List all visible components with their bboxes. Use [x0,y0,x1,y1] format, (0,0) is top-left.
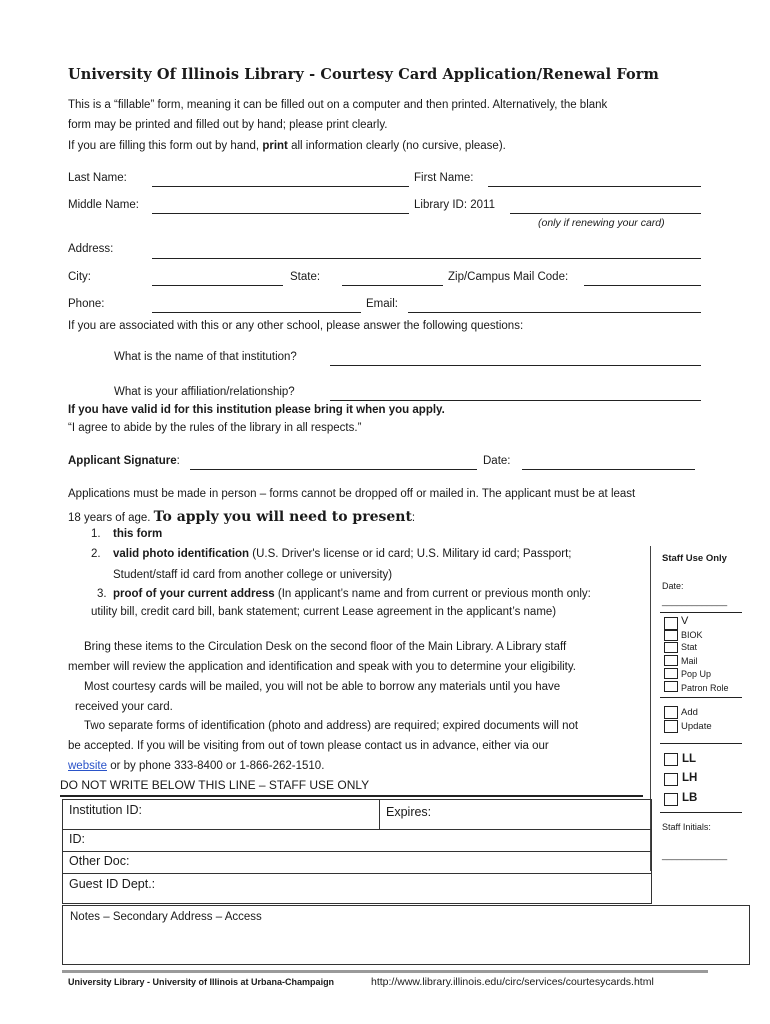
phone-field[interactable] [152,312,361,313]
page-title: University Of Illinois Library - Courtesy Card Application/Renewal Form [68,66,659,83]
signature-field[interactable] [190,469,477,470]
instructions-line-7: website or by phone 333-8400 or 1-866-262-1510. [68,760,325,772]
staff-divider-line [60,795,643,797]
requirements-line-2: 18 years of age. To apply you will need to present: [68,509,416,525]
req-item-3: proof of your current address (In applicant’s name and from current or previous month only: [113,588,591,600]
staff-table-row-divider-3 [62,873,652,874]
renew-note: (only if renewing your card) [538,217,665,229]
instructions-line-6: be accepted. If you will be visiting from out of town please contact us in advance, either via our [68,740,549,752]
email-label: Email: [366,298,398,310]
middle-name-field[interactable] [152,213,409,214]
affiliation-field[interactable] [330,400,701,401]
address-field[interactable] [152,258,701,259]
add-label: Add [681,707,698,718]
institution-question: What is the name of that institution? [114,351,297,363]
patron-role-label: Patron Role [681,683,729,693]
address-label: Address: [68,243,114,255]
req-item-1: this form [113,528,163,540]
req-item-3-cont: utility bill, credit card bill, bank statement; current Lease agreement in the applicant’s name) [91,606,557,618]
ll-checkbox[interactable] [664,753,678,766]
intro-line-2: form may be printed and filled out by hand; please print clearly. [68,119,388,131]
state-field[interactable] [342,285,443,286]
notes-label: Notes – Secondary Address – Access [70,911,262,923]
biok-label: BIOK [681,630,703,640]
v-checkbox[interactable] [664,617,678,630]
phone-label: Phone: [68,298,105,310]
instructions-line-3: Most courtesy cards will be mailed, you will not be able to borrow any materials until you have [84,681,561,693]
lb-checkbox[interactable] [664,793,678,806]
mail-checkbox[interactable] [664,655,678,666]
ll-label: LL [682,753,697,765]
instructions-line-4: received your card. [75,701,173,713]
staff-divider-4 [660,812,742,813]
popup-label: Pop Up [681,669,712,679]
req-item-2-num: 2. [91,548,101,560]
affiliation-question: What is your affiliation/relationship? [114,386,295,398]
v-label: V [681,615,689,627]
update-checkbox[interactable] [664,720,678,733]
requirements-line-1: Applications must be made in person – forms cannot be dropped off or mailed in. The applicant must be at least [68,488,636,500]
footer-url[interactable]: http://www.library.illinois.edu/circ/services/courtesycards.html [371,976,654,988]
assoc-intro: If you are associated with this or any other school, please answer the following questions: [68,320,524,332]
other-doc-label: Other Doc: [69,854,130,868]
intro-line-1: This is a “fillable” form, meaning it can be filled out on a computer and then printed. Alternatively, the blank [68,99,608,111]
footer-rule [62,970,708,973]
staff-date-label: Date: [662,581,684,591]
staff-use-title: Staff Use Only [662,553,727,564]
staff-table-col-divider [379,799,380,829]
req-item-3-num: 3. [97,588,107,600]
staff-initials-line[interactable]: _____________ [662,850,728,860]
stat-checkbox[interactable] [664,642,678,653]
popup-checkbox[interactable] [664,668,678,679]
library-id-field[interactable] [510,213,701,214]
city-field[interactable] [152,285,283,286]
id-label: ID: [69,832,85,846]
biok-checkbox[interactable] [664,630,678,641]
staff-divider-3 [660,743,742,744]
req-item-1-num: 1. [91,528,101,540]
state-label: State: [290,271,321,283]
staff-initials-label: Staff Initials: [662,822,711,832]
update-label: Update [681,721,712,732]
zip-field[interactable] [584,285,701,286]
lh-checkbox[interactable] [664,773,678,786]
website-link[interactable]: website [68,760,107,772]
instructions-line-5: Two separate forms of identification (photo and address) are required; expired documents will not [84,720,579,732]
add-checkbox[interactable] [664,706,678,719]
staff-date-line[interactable]: _____________ [662,596,728,606]
middle-name-label: Middle Name: [68,199,139,211]
staff-table-row-divider [62,829,652,830]
signature-label: Applicant Signature: [68,455,180,467]
stat-label: Stat [681,642,698,652]
req-item-2-cont: Student/staff id card from another college or university) [113,569,393,581]
signature-date-label: Date: [483,455,511,467]
intro-line-3: If you are filling this form out by hand, print all information clearly (no cursive, please). [68,140,506,152]
staff-divider-1 [660,612,742,613]
valid-id-note: If you have valid id for this institution please bring it when you apply. [68,404,445,416]
first-name-label: First Name: [414,172,474,184]
institution-id-label: Institution ID: [69,803,142,817]
library-id-label: Library ID: 2011 [414,199,495,211]
first-name-field[interactable] [488,186,701,187]
signature-date-field[interactable] [522,469,695,470]
mail-label: Mail [681,656,698,666]
email-field[interactable] [408,312,701,313]
patron-role-checkbox[interactable] [664,681,678,692]
city-label: City: [68,271,91,283]
last-name-field[interactable] [152,186,409,187]
guest-id-label: Guest ID Dept.: [69,877,156,891]
staff-only-divider: DO NOT WRITE BELOW THIS LINE – STAFF USE ONLY [60,778,370,792]
instructions-line-2: member will review the application and identification and speak with you to determine your eligibility. [68,661,576,673]
lb-label: LB [682,792,698,804]
footer-left: University Library - University of Illinois at Urbana-Champaign [68,977,335,987]
zip-label: Zip/Campus Mail Code: [448,271,569,283]
institution-field[interactable] [330,365,701,366]
last-name-label: Last Name: [68,172,127,184]
instructions-line-1: Bring these items to the Circulation Desk on the second floor of the Main Library. A Library staff [84,641,567,653]
staff-divider-2 [660,697,742,698]
agree-statement: “I agree to abide by the rules of the library in all respects.” [68,422,362,434]
staff-table-row-divider-2 [62,851,652,852]
req-item-2: valid photo identification (U.S. Driver's license or id card; U.S. Military id card; Passport; [113,548,572,560]
lh-label: LH [682,772,698,784]
expires-label: Expires: [386,805,432,819]
